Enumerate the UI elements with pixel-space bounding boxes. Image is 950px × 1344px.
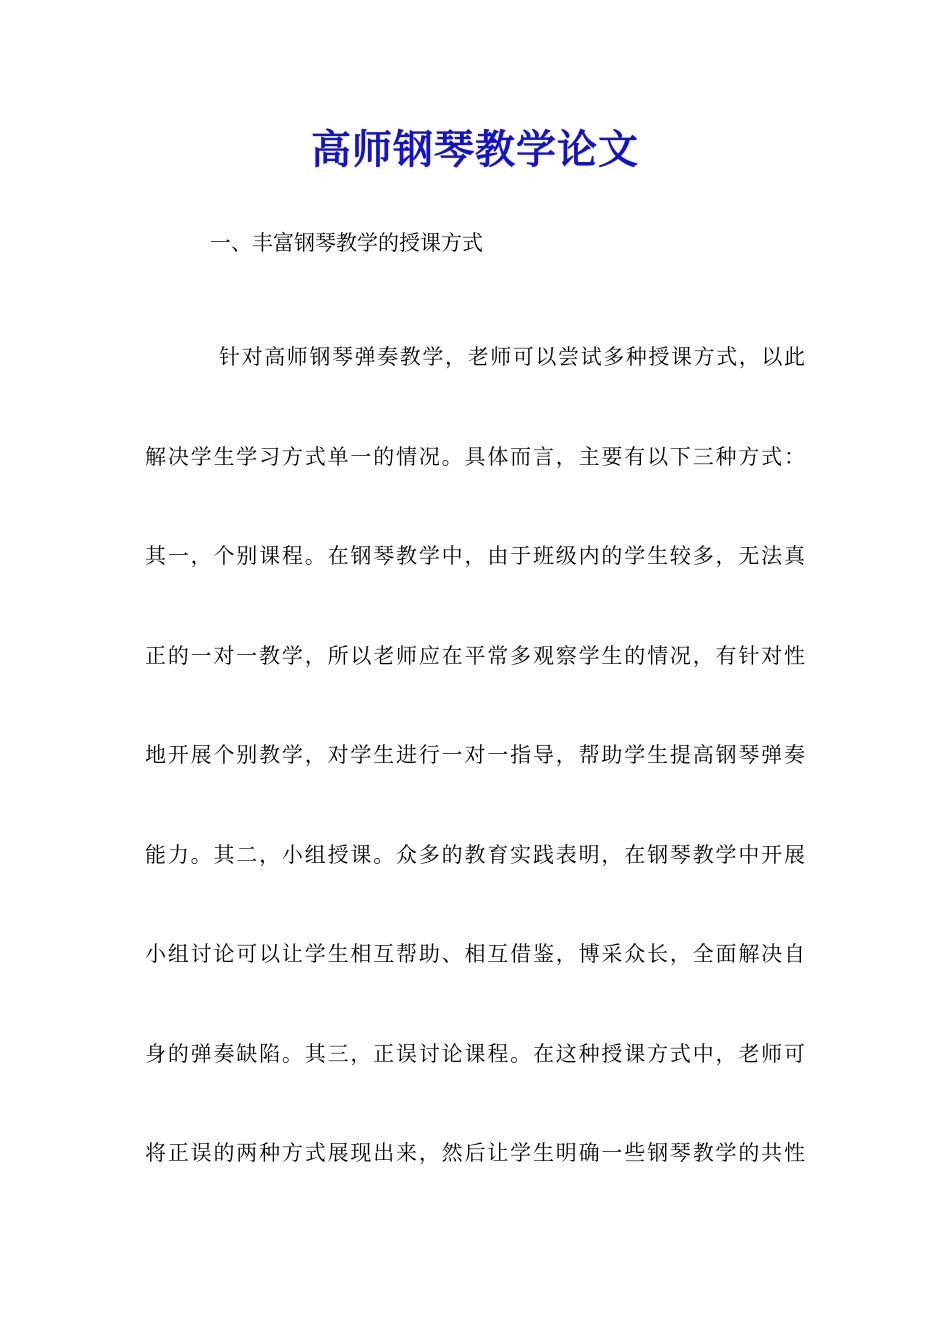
paragraph-line: 针对高师钢琴弹奏教学，老师可以尝试多种授课方式，以此 — [219, 345, 805, 369]
section-heading: 一、丰富钢琴教学的授课方式 — [210, 231, 483, 255]
paragraph-line: 身的弹奏缺陷。其三，正误讨论课程。在这种授课方式中，老师可 — [145, 1041, 805, 1066]
paragraph-line: 正的一对一教学，所以老师应在平常多观察学生的情况，有针对性 — [145, 643, 805, 668]
paragraph-line: 小组讨论可以让学生相互帮助、相互借鉴，博采众长，全面解决自 — [145, 942, 805, 966]
paragraph-line: 能力。其二，小组授课。众多的教育实践表明，在钢琴教学中开展 — [145, 842, 805, 867]
paragraph-line: 将正误的两种方式展现出来，然后让学生明确一些钢琴教学的共性 — [145, 1141, 805, 1165]
document-title: 高师钢琴教学论文 — [311, 126, 639, 173]
paragraph-line: 地开展个别教学，对学生进行一对一指导，帮助学生提高钢琴弹奏 — [145, 743, 805, 767]
body-paragraph — [145, 308, 805, 1204]
paragraph-line: 其一，个别课程。在钢琴教学中，由于班级内的学生较多，无法真 — [145, 544, 805, 568]
paragraph-line: 解决学生学习方式单一的情况。具体而言，主要有以下三种方式： — [145, 444, 805, 469]
